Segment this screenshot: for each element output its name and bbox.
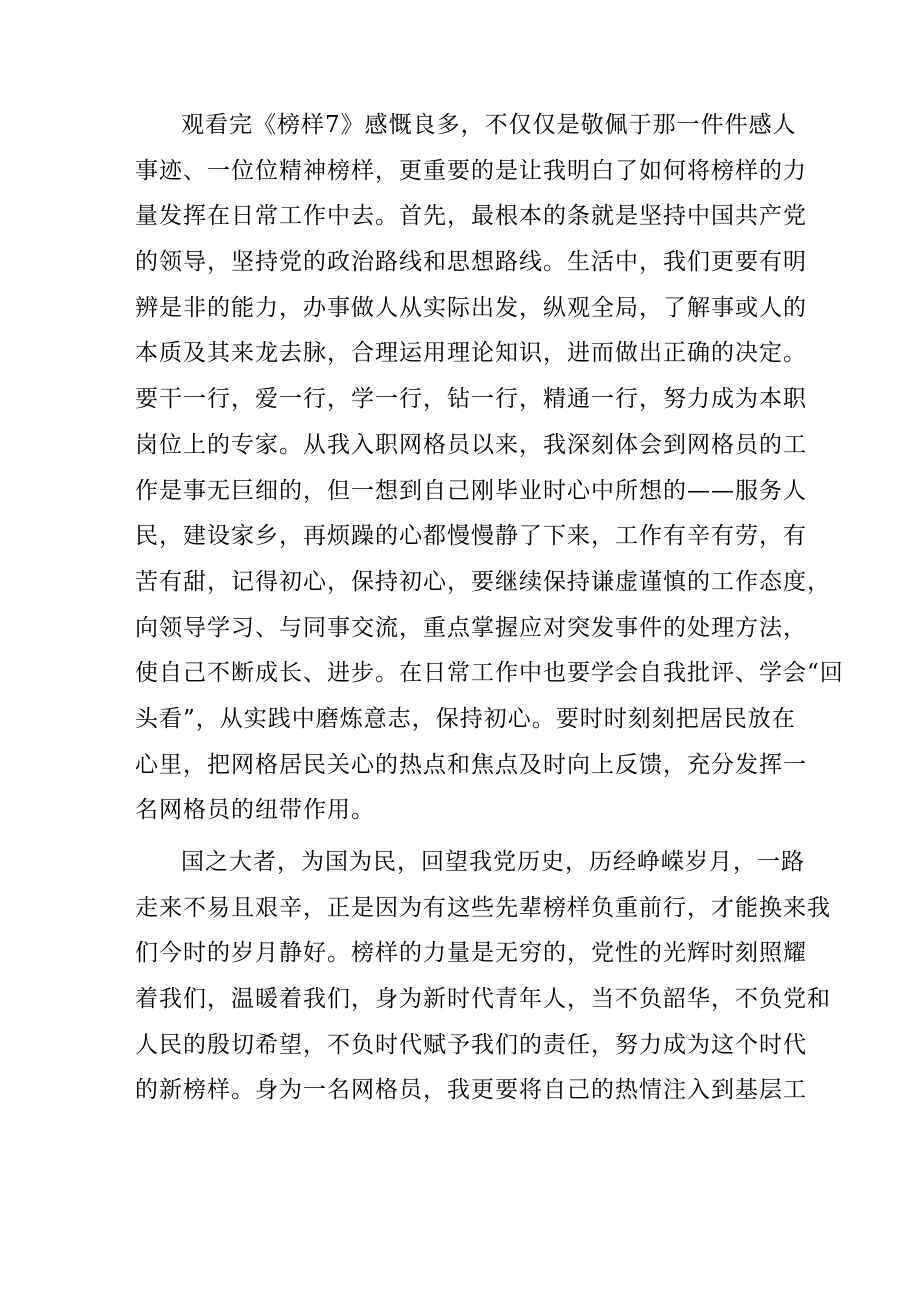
paragraph-line: 的新榜样。身为一名网格员，我更要将自己的热情注入到基层工 [135, 1077, 807, 1104]
paragraph-line: 人民的殷切希望，不负时代赋予我们的责任，努力成为这个时代 [135, 1031, 807, 1058]
paragraph-line: 名网格员的纽带作用。 [135, 797, 375, 824]
paragraph-line: 量发挥在日常工作中去。首先，最根本的条就是坚持中国共产党 [135, 203, 807, 230]
document-body [135, 103, 844, 1114]
paragraph-line: 岗位上的专家。从我入职网格员以来，我深刻体会到网格员的工 [135, 431, 807, 458]
paragraph-2 [135, 840, 831, 1114]
paragraph-line: 走来不易且艰辛，正是因为有这些先辈榜样负重前行，才能换来我 [135, 894, 831, 921]
paragraph-line: 作是事无巨细的，但一想到自己刚毕业时心中所想的——服务人 [135, 477, 807, 504]
paragraph-line: 本质及其来龙去脉，合理运用理论知识，进而做出正确的决定。 [135, 340, 807, 367]
paragraph-line: 的领导，坚持党的政治路线和思想路线。生活中，我们更要有明 [135, 249, 807, 276]
paragraph-line: 们今时的岁月静好。榜样的力量是无穷的，党性的光辉时刻照耀 [135, 940, 807, 967]
paragraph-line: 国之大者，为国为民，回望我党历史，历经峥嵘岁月，一路 [181, 849, 805, 875]
paragraph-line: 向领导学习、与同事交流，重点掌握应对突发事件的处理方法， [135, 614, 807, 641]
paragraph-line: 苦有甜，记得初心，保持初心，要继续保持谦虚谨慎的工作态度， [135, 568, 831, 595]
paragraph-line: 使自己不断成长、进步。在日常工作中也要学会自我批评、学会“回 [135, 660, 844, 687]
paragraph-line: 事迹、一位位精神榜样，更重要的是让我明白了如何将榜样的力 [135, 157, 807, 184]
paragraph-1 [135, 103, 844, 834]
paragraph-line: 要干一行，爱一行，学一行，钻一行，精通一行，努力成为本职 [135, 386, 807, 413]
paragraph-line: 观看完《榜样7》感慨良多，不仅仅是敬佩于那一件件感人 [181, 112, 797, 138]
paragraph-line: 民，建设家乡，再烦躁的心都慢慢静了下来，工作有辛有劳，有 [135, 523, 807, 550]
paragraph-line: 辨是非的能力，办事做人从实际出发，纵观全局，了解事或人的 [135, 294, 807, 321]
paragraph-line: 着我们，温暖着我们，身为新时代青年人，当不负韶华，不负党和 [135, 986, 831, 1013]
paragraph-line: 心里，把网格居民关心的热点和焦点及时向上反馈，充分发挥一 [135, 751, 807, 778]
paragraph-line: 头看”，从实践中磨炼意志，保持初心。要时时刻刻把居民放在 [135, 705, 796, 732]
